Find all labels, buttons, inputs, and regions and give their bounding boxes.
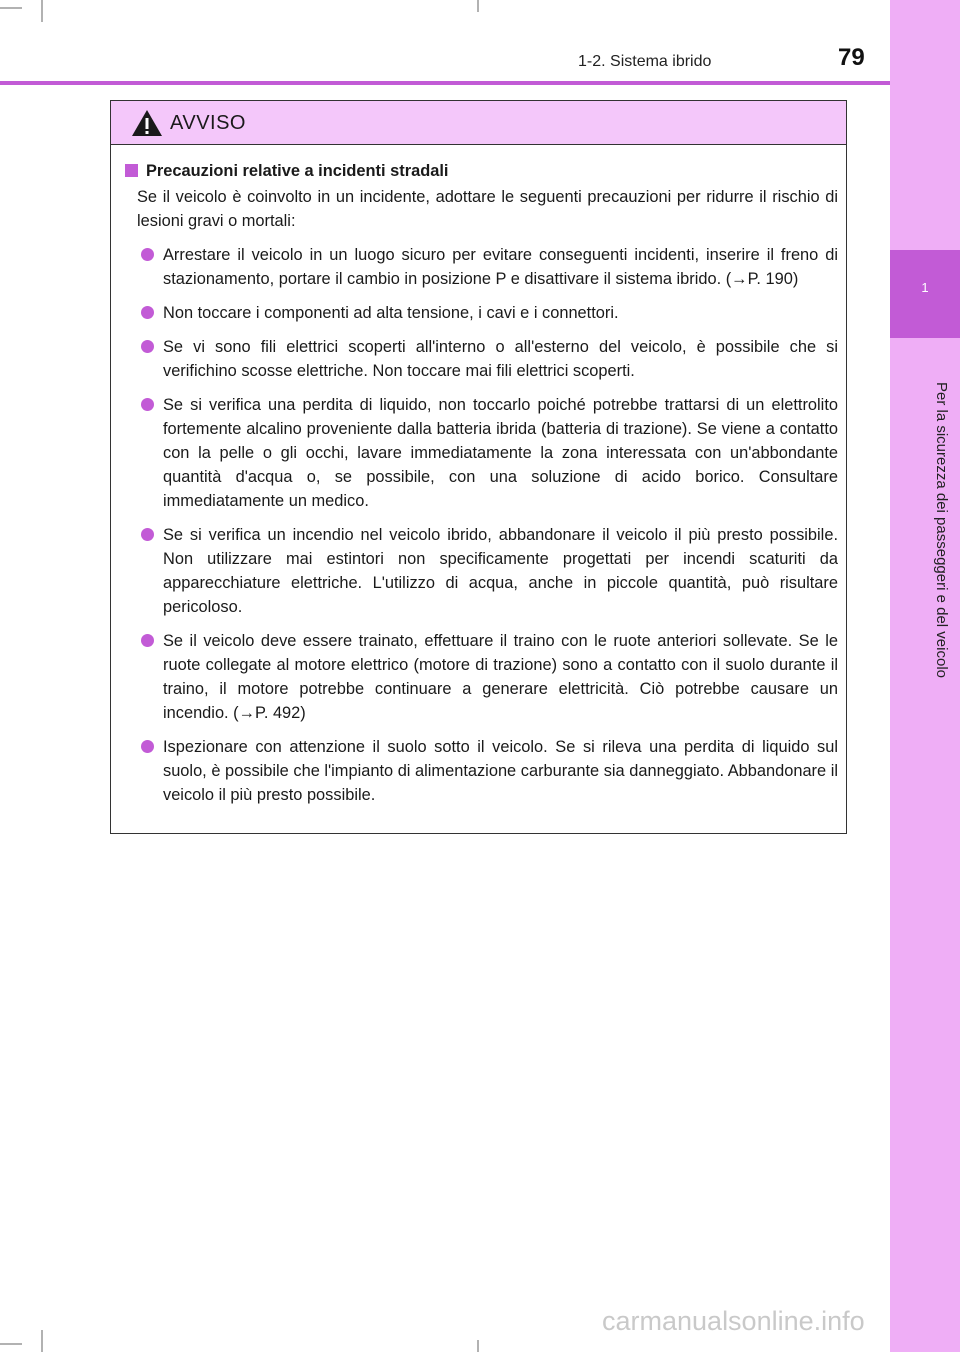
warning-intro: Se il veicolo è coinvolto in un incidente, adottare le seguenti precauzioni per ridurre il rischio di lesioni gravi o mortali: [137, 188, 838, 230]
list-item-text: Se si verifica un incendio nel veicolo ibrido, abbandonare il veicolo il più presto possibile. Non utilizzare mai estintori non specificamente progettati per incendi scaturiti da apparecchiature elettriche. L'utilizzo di acqua, anche in piccole quantità, può risultare pericoloso. [163, 526, 838, 616]
warning-header [111, 101, 846, 145]
header-rule [0, 81, 890, 85]
list-item-text: Se il veicolo deve essere trainato, effettuare il traino con le ruote anteriori sollevate. Se le ruote collegate al motore elettrico (motore di trazione) sono a contatto con il suolo durante il traino, il motore potrebbe continuare a generare elettricità. Ciò potrebbe causare un incendio. (→P. 492) [163, 632, 838, 722]
warning-triangle-icon [131, 109, 163, 137]
bullet-icon [141, 306, 154, 319]
bullet-icon [141, 248, 154, 261]
list-item-text: Se si verifica una perdita di liquido, non toccarlo poiché potrebbe trattarsi di un elettrolito fortemente alcalino proveniente dalla batteria ibrida (batteria di trazione). Se viene a contatto con la pelle o gli occhi, lavare immediatamente la zona interessata con un'abbondante quantità d'acqua o, se possibile, con una soluzione di acido borico. Consultare immediatamente un medico. [163, 396, 838, 510]
chapter-title: Per la sicurezza dei passeggeri e del veicolo [933, 382, 950, 678]
list-item [125, 523, 838, 619]
warning-title: AVVISO [170, 112, 246, 134]
bullet-icon [141, 340, 154, 353]
section-title: 1-2. Sistema ibrido [578, 53, 712, 70]
warning-box [110, 100, 847, 834]
list-item [125, 393, 838, 513]
chapter-tab [890, 250, 960, 338]
watermark: carmanualsonline.info [602, 1306, 865, 1336]
bullet-icon [141, 740, 154, 753]
warning-content [111, 145, 846, 807]
list-item [125, 629, 838, 725]
page-number: 79 [838, 44, 865, 71]
list-item [125, 335, 838, 383]
list-item [125, 243, 838, 291]
list-item-text: Arrestare il veicolo in un luogo sicuro per evitare conseguenti incidenti, inserire il freno di stazionamento, portare il cambio in posizione P e disattivare il sistema ibrido. (→P. 190) [163, 246, 838, 288]
bullet-icon [141, 528, 154, 541]
square-bullet-icon [125, 164, 138, 177]
bullet-icon [141, 634, 154, 647]
bullet-icon [141, 398, 154, 411]
list-item-text: Non toccare i componenti ad alta tensione, i cavi e i connettori. [163, 304, 619, 322]
warning-heading: Precauzioni relative a incidenti stradali [146, 162, 449, 180]
list-item [125, 735, 838, 807]
chapter-number: 1 [921, 280, 929, 295]
list-item-text: Se vi sono fili elettrici scoperti all'interno o all'esterno del veicolo, è possibile che si verifichino scosse elettriche. Non toccare mai fili elettrici scoperti. [163, 338, 838, 380]
warning-heading-row [125, 159, 838, 183]
list-item-text: Ispezionare con attenzione il suolo sotto il veicolo. Se si rileva una perdita di liquido sul suolo, è possibile che l'impianto di alimentazione carburante sia danneggiato. Abbandonare il veicolo il più presto possibile. [163, 738, 838, 804]
list-item [125, 301, 838, 325]
